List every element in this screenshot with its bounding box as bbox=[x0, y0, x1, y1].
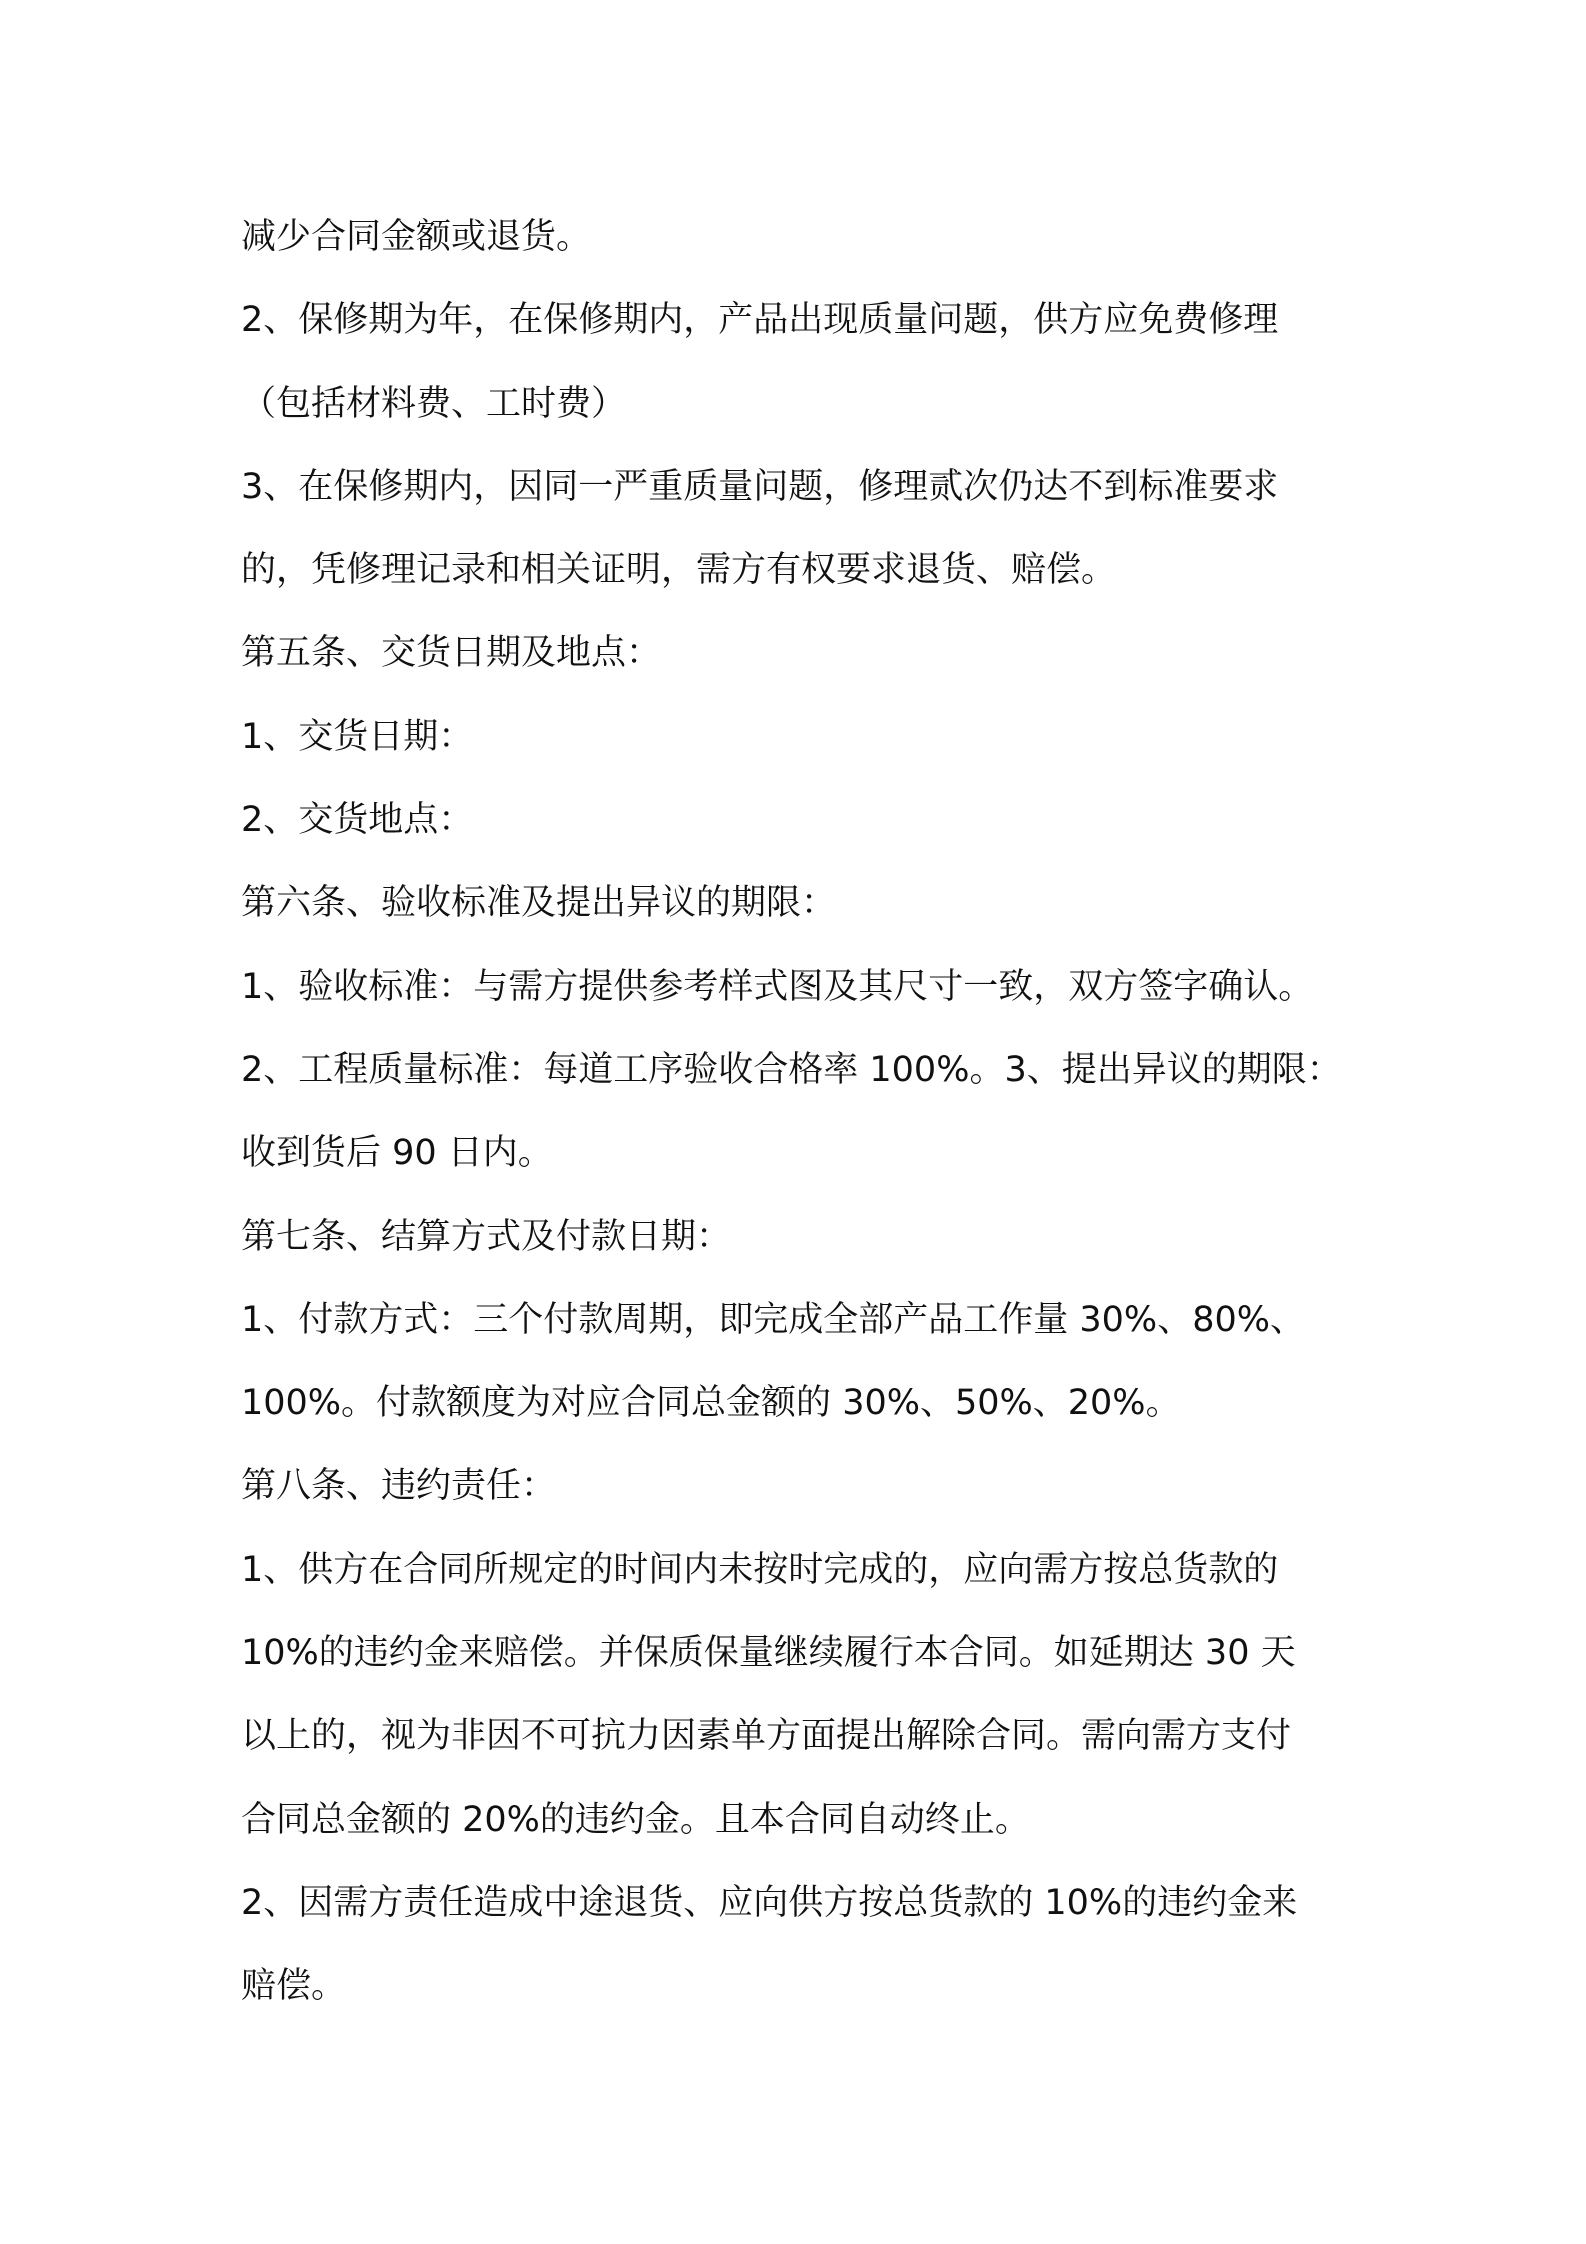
clause-6-item-2-line-1: 2、工程质量标准：每道工序验收合格率 100%。3、提出异议的期限： bbox=[241, 1049, 1342, 1090]
clause-4-item-3-line-2: 的，凭修理记录和相关证明，需方有权要求退货、赔偿。 bbox=[241, 550, 1117, 591]
clause-8-item-2-line-2: 赔偿。 bbox=[241, 1966, 347, 2007]
clause-8-heading: 第八条、违约责任： bbox=[241, 1466, 557, 1507]
clause-4-item-2-line-1: 2、保修期为年，在保修期内，产品出现质量问题，供方应免费修理 bbox=[241, 300, 1279, 341]
clause-6-item-2-line-2: 收到货后 90 日内。 bbox=[241, 1133, 553, 1174]
clause-8-item-1-line-4: 合同总金额的 20%的违约金。且本合同自动终止。 bbox=[241, 1799, 1030, 1840]
clause-7-item-1-line-2: 100%。付款额度为对应合同总金额的 30%、50%、20%。 bbox=[241, 1383, 1181, 1424]
clause-6-heading: 第六条、验收标准及提出异议的期限： bbox=[241, 883, 837, 924]
contract-body bbox=[241, 196, 1371, 2029]
clause-5-heading: 第五条、交货日期及地点： bbox=[241, 633, 662, 674]
text-line: 减少合同金额或退货。 bbox=[241, 217, 592, 257]
clause-7-heading: 第七条、结算方式及付款日期： bbox=[241, 1216, 732, 1257]
clause-4-item-2-line-2: （包括材料费、工时费） bbox=[241, 383, 627, 424]
clause-5-item-2: 2、交货地点： bbox=[241, 800, 474, 841]
clause-8-item-1-line-3: 以上的，视为非因不可抗力因素单方面提出解除合同。需向需方支付 bbox=[241, 1716, 1292, 1757]
clause-4-item-3-line-1: 3、在保修期内，因同一严重质量问题，修理贰次仍达不到标准要求 bbox=[241, 466, 1279, 507]
clause-8-item-2-line-1: 2、因需方责任造成中途退货、应向供方按总货款的 10%的违约金来 bbox=[241, 1882, 1298, 1923]
clause-5-item-1: 1、交货日期： bbox=[241, 716, 474, 757]
clause-8-item-1-line-1: 1、供方在合同所规定的时间内未按时完成的，应向需方按总货款的 bbox=[241, 1549, 1279, 1590]
clause-6-item-1: 1、验收标准：与需方提供参考样式图及其尺寸一致，双方签字确认。 bbox=[241, 966, 1314, 1007]
clause-7-item-1-line-1: 1、付款方式：三个付款周期，即完成全部产品工作量 30%、80%、 bbox=[241, 1299, 1305, 1340]
clause-8-item-1-line-2: 10%的违约金来赔偿。并保质保量继续履行本合同。如延期达 30 天 bbox=[241, 1633, 1296, 1674]
